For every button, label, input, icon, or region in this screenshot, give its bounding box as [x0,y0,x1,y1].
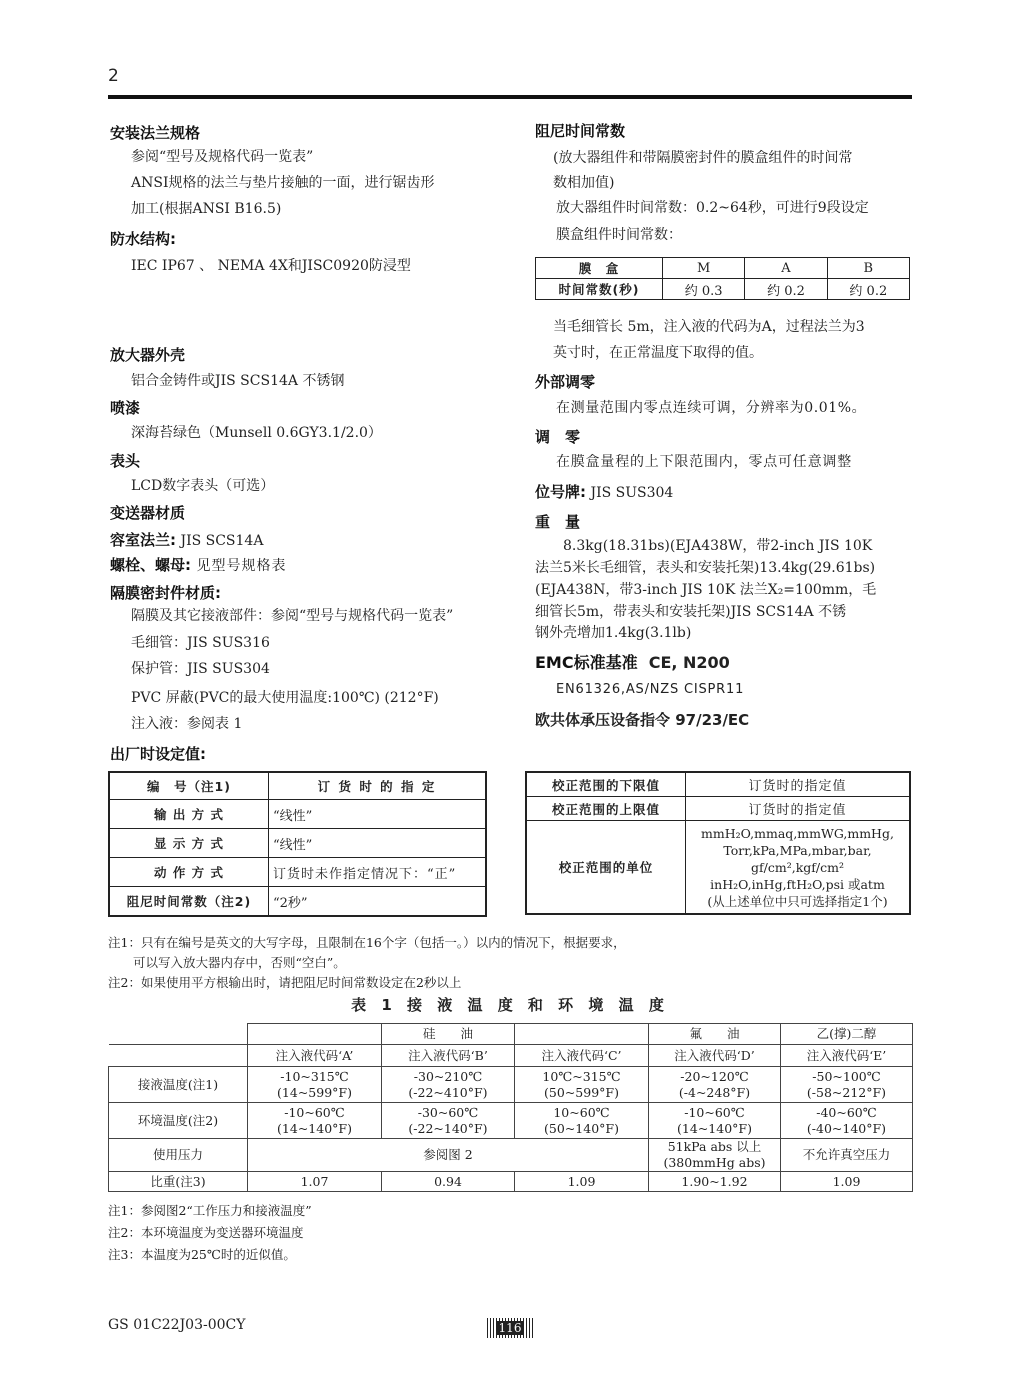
weight-line: (EJA438N，带3-inch JIS 10K 法兰X₂=100mm，毛 [535,582,877,598]
density-cell: 1.90~1.92 [649,1172,781,1192]
flange-line: 加工(根据ANSI B16.5) [131,201,282,217]
unit-list [686,821,911,915]
fluid-group: 硅 油 [382,1024,515,1045]
factory-cell: 显 示 方 式 [109,829,269,858]
footer-doc-number: GS 01C22J03-00CY [108,1317,246,1333]
temp-cell: 10℃~315℃ (50~599°F) [515,1067,649,1103]
fluid-code: 注入液代码‘A’ [248,1045,382,1067]
table1 [108,1023,913,1192]
meter-text: LCD数字表头（可选） [131,478,275,494]
fluid-group: 氟 油 [649,1024,781,1045]
paint-title: 喷漆 [110,399,141,417]
zero-text: 在膜盒量程的上下限范围内，零点可任意调整 [556,454,852,470]
row-label: 使用压力 [109,1139,248,1172]
fluid-code: 注入液代码‘D’ [649,1045,781,1067]
damping-line: 膜盒组件时间常数： [556,227,682,243]
damping-line: (放大器组件和带隔膜密封件的膜盒组件的时间常 [553,150,853,166]
note-line: 注1：只有在编号是英文的大写字母，且限制在16个字（包括一。）以内的情况下，根据要求， [108,935,626,950]
weight-line: 细管长5m，带表头和安装托架)JIS SCS14A 不锈 [535,604,847,620]
damp-cell: 时间常数(秒) [536,279,663,300]
seal-line: PVC 屏蔽(PVC的最大使用温度:100℃) (212°F) [131,690,439,706]
note-line: 注1：参阅图2“工作压力和接液温度” [108,1203,312,1218]
factory-cell: 动 作 方 式 [109,858,269,887]
seal-line: 毛细管：JIS SUS316 [131,635,270,651]
damp-cell: 约 0.2 [827,279,909,300]
temp-cell: -40~60℃ (-40~140°F) [781,1103,913,1139]
bolt-nut [110,554,286,575]
page-stamp [487,1318,533,1338]
zero-title: 调 零 [535,428,581,446]
density-cell: 1.07 [248,1172,382,1192]
density-cell: 1.09 [781,1172,913,1192]
housing-title: 放大器外壳 [110,346,186,364]
factory-table-left [108,771,487,917]
temp-cell: -50~100℃ (-58~212°F) [781,1067,913,1103]
notes-bottom [108,1200,312,1266]
damp-cell: 约 0.3 [663,279,745,300]
row-label: 比重(注3) [109,1172,248,1192]
notes-mid [108,933,626,993]
water-text: IEC IP67 、 NEMA 4X和JISC0920防浸型 [131,258,411,274]
fluid-code: 注入液代码‘E’ [781,1045,913,1067]
weight-line: 8.3kg(18.31bs)(EJA438W，带2-inch JIS 10K [535,538,873,554]
tag-value: JIS SUS304 [586,485,674,501]
stamp-text: 116 [498,1321,522,1335]
factory-cell: 阻尼时间常数（注2) [109,887,269,917]
damp-cell: B [827,258,909,279]
damping-line: 数相加值) [553,175,615,191]
ped-text: 欧共体承压设备指令 97/23/EC [535,711,750,729]
pressure-e: 不允许真空压力 [781,1139,913,1172]
cover-label: 容室法兰: [110,531,176,549]
emc-text: EN61326,AS/NZS CISPR11 [556,682,745,697]
factory-title: 出厂时设定值: [110,745,206,763]
factory-cell: 校正范围的上限值 [526,797,686,821]
damping-table [535,257,910,300]
bolt-label: 螺栓、螺母: [110,556,191,574]
flange-title: 安装法兰规格 [110,124,201,142]
temp-cell: -20~120℃ (-4~248°F) [649,1067,781,1103]
cover-flange [110,529,263,550]
factory-cell: 订货时的指定值 [686,772,911,797]
temp-cell: -10~60℃ (14~140°F) [649,1103,781,1139]
temp-cell: -30~60℃ (-22~140°F) [382,1103,515,1139]
bolt-value: 见型号规格表 [191,558,287,574]
empty-cell [248,1024,382,1045]
temp-cell: -10~315℃ (14~599°F) [248,1067,382,1103]
factory-cell: “2秒” [269,887,487,917]
water-title: 防水结构: [110,230,176,248]
damping-note: 当毛细管长 5m，注入液的代码为A，过程法兰为3 [553,319,865,335]
ext-zero-text: 在测量范围内零点连续可调，分辨率为0.01%。 [556,400,867,416]
factory-cell: “线性” [269,800,487,829]
unit-line: Torr,kPa,MPa,mbar,bar, [723,842,872,858]
damping-note: 英寸时，在正常温度下取得的值。 [553,345,763,361]
corner-cell [109,1045,248,1067]
factory-cell: 校正范围的下限值 [526,772,686,797]
corner-cell [109,1024,248,1045]
meter-title: 表头 [110,452,141,470]
row-label: 接液温度(注1) [109,1067,248,1103]
fluid-code: 注入液代码‘B’ [382,1045,515,1067]
seal-line: 隔膜及其它接液部件：参阅“型号与规格代码一览表” [131,608,454,624]
damping-title: 阻尼时间常数 [535,122,626,140]
damp-cell: 约 0.2 [745,279,827,300]
pressure-ref: 参阅图 2 [248,1139,649,1172]
note-line: 注3：本温度为25℃时的近似值。 [108,1247,296,1262]
tag-plate [535,481,673,502]
tag-label: 位号牌: [535,483,586,501]
damping-line: 放大器组件时间常数：0.2~64秒，可进行9段设定 [556,200,869,216]
pressure-d: 51kPa abs 以上 (380mmHg abs) [649,1139,781,1172]
note-line: 注2：如果使用平方根输出时，请把阻尼时间常数设定在2秒以上 [108,975,462,990]
temp-cell: 10~60℃ (50~140°F) [515,1103,649,1139]
fluid-group: 乙(撑)二醇 [781,1024,913,1045]
factory-cell: 编 号（注1) [109,772,269,800]
material-title: 变送器材质 [110,504,186,522]
page-number: 2 [108,66,119,86]
unit-line: inH₂O,inHg,ftH₂O,psi 或atm [710,876,885,892]
temp-cell: -30~210℃ (-22~410°F) [382,1067,515,1103]
weight-line: 钢外壳增加1.4kg(3.1lb) [535,625,692,641]
housing-text: 铝合金铸件或JIS SCS14A 不锈钢 [131,373,345,389]
row-label: 环境温度(注2) [109,1103,248,1139]
ce-mark-icon: CE, N200 [648,653,730,672]
damp-cell: M [663,258,745,279]
fluid-code: 注入液代码‘C’ [515,1045,649,1067]
unit-line: mmH₂O,mmaq,mmWG,mmHg, [701,825,894,841]
flange-line: ANSI规格的法兰与垫片接触的一面，进行锯齿形 [131,175,435,191]
factory-cell: 校正范围的单位 [526,821,686,915]
seal-line: 注入液：参阅表 1 [131,716,243,732]
damp-cell: 膜 盒 [536,258,663,279]
emc-title: EMC标准基准 [535,653,638,672]
factory-table-right [525,771,911,915]
unit-line: (从上述单位中只可选择指定1个) [707,893,888,909]
factory-cell: 输 出 方 式 [109,800,269,829]
cover-value: JIS SCS14A [176,533,264,549]
seal-title: 隔膜密封件材质: [110,584,221,602]
empty-cell [515,1024,649,1045]
temp-cell: -10~60℃ (14~140°F) [248,1103,382,1139]
density-cell: 0.94 [382,1172,515,1192]
note-line: 可以写入放大器内存中，否则“空白”。 [108,955,346,970]
emc-row [535,650,730,673]
factory-cell: 订货时的指定值 [686,797,911,821]
header-rule [108,95,912,99]
weight-title: 重 量 [535,513,581,531]
note-line: 注2：本环境温度为变送器环境温度 [108,1225,304,1240]
factory-cell: 订 货 时 的 指 定 [269,772,487,800]
flange-line: 参阅“型号及规格代码一览表” [131,149,314,165]
ext-zero-title: 外部调零 [535,373,596,391]
factory-cell: 订货时未作指定情况下：“正” [269,858,487,887]
table1-title: 表 1 接 液 温 度 和 环 境 温 度 [351,996,669,1014]
factory-cell: “线性” [269,829,487,858]
density-cell: 1.09 [515,1172,649,1192]
seal-line: 保护管：JIS SUS304 [131,661,270,677]
unit-line: gf/cm²,kgf/cm² [751,859,844,875]
weight-line: 法兰5米长毛细管，表头和安装托架)13.4kg(29.61bs) [535,560,876,576]
damp-cell: A [745,258,827,279]
paint-text: 深海苔绿色（Munsell 0.6GY3.1/2.0） [131,425,382,441]
